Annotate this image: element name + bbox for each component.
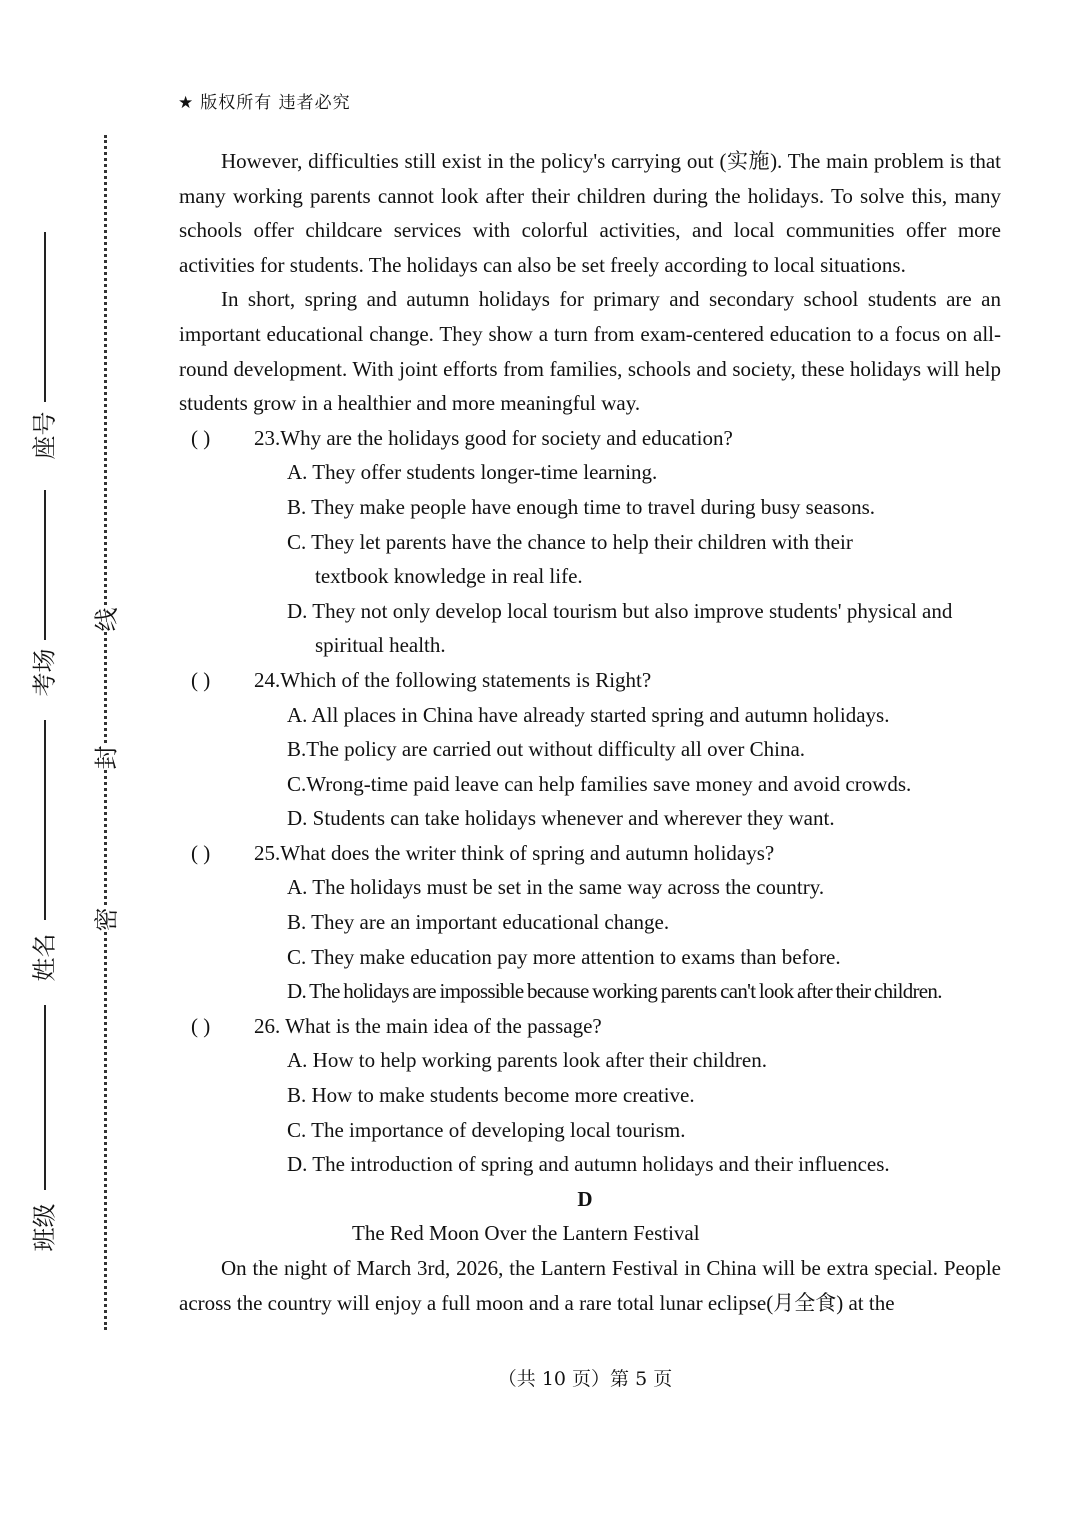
- seal-char-line: 线: [85, 608, 124, 632]
- answer-blank[interactable]: ( ): [191, 840, 211, 865]
- question-24: [179, 663, 1001, 836]
- question-stem: ( ) 26. What is the main idea of the passage?: [179, 1009, 1001, 1044]
- option-a: A. How to help working parents look after their children.: [287, 1048, 767, 1073]
- option-a: A. They offer students longer-time learning.: [287, 460, 658, 485]
- class-blank-line: [44, 1005, 46, 1190]
- question-23: [179, 421, 1001, 663]
- option-c: C. They make education pay more attention to exams than before.: [287, 944, 841, 969]
- copyright-text: 版权所有 违者必究: [200, 93, 351, 113]
- seal-char-secret: 密: [85, 908, 124, 932]
- option-b: B. They make people have enough time to travel during busy seasons.: [287, 494, 876, 519]
- option-c: C. The importance of developing local tourism.: [287, 1117, 686, 1142]
- question-25: [179, 836, 1001, 1009]
- option-c: C.Wrong-time paid leave can help families save money and avoid crowds.: [287, 771, 912, 796]
- answer-blank[interactable]: ( ): [191, 425, 211, 450]
- name-blank-line: [44, 720, 46, 920]
- option-d: D. They not only develop local tourism but also improve students' physical and spiritual health.: [287, 598, 953, 658]
- exam-room-label: 考场: [30, 648, 59, 697]
- seal-char-seal: 封: [85, 746, 124, 770]
- star-icon: ★: [178, 93, 195, 113]
- section-letter: D: [577, 1186, 593, 1211]
- seal-dotted-line: [104, 135, 107, 1330]
- passage-paragraph: However, difficulties still exist in the policy's carrying out (实施). The main problem is that many working parents cannot look after their children during the holidays. To solve this, many schools offer childcare services with colorful activities, and local communities offer more activities for students. The holidays can also be set freely according to local situations.: [179, 149, 1001, 277]
- story-paragraph: On the night of March 3rd, 2026, the Lantern Festival in China will be extra special. People across the country will enjoy a full moon and a rare total lunar eclipse(月全食) at the: [179, 1256, 1001, 1315]
- option-d: D. The holidays are impossible because working parents can't look after their children.: [287, 979, 942, 1004]
- option-a: A. All places in China have already started spring and autumn holidays.: [287, 702, 890, 727]
- question-stem: ( ) 24.Which of the following statements is Right?: [179, 663, 1001, 698]
- option-d: D. The introduction of spring and autumn holidays and their influences.: [287, 1152, 890, 1177]
- option-b: B.The policy are carried out without difficulty all over China.: [287, 737, 806, 762]
- seat-label: 座号: [30, 411, 59, 460]
- class-label: 班级: [30, 1203, 59, 1252]
- option-b: B. They are an important educational change.: [287, 910, 670, 935]
- name-label: 姓名: [30, 933, 59, 982]
- question-26: [179, 1009, 1001, 1182]
- answer-blank[interactable]: ( ): [191, 1013, 211, 1038]
- main-content: [179, 144, 1001, 1320]
- question-stem: ( ) 23.Why are the holidays good for society and education?: [179, 421, 1001, 456]
- option-a: A. The holidays must be set in the same way across the country.: [287, 875, 825, 900]
- seat-blank-line: [44, 232, 46, 402]
- passage-paragraph: In short, spring and autumn holidays for primary and secondary school students are an important educational change. They show a turn from exam-centered education to a focus on all-round development. With joint efforts from families, schools and society, these holidays will help students grow in a healthier and more meaningful way.: [179, 287, 1001, 416]
- question-stem: ( ) 25.What does the writer think of spring and autumn holidays?: [179, 836, 1001, 871]
- story-title: The Red Moon Over the Lantern Festival: [352, 1221, 700, 1246]
- answer-blank[interactable]: ( ): [191, 667, 211, 692]
- copyright-header: [178, 88, 351, 113]
- page-footer: （共 10 页）第 5 页: [497, 1368, 673, 1390]
- exam-room-blank-line: [44, 490, 46, 640]
- option-d: D. Students can take holidays whenever and wherever they want.: [287, 806, 835, 831]
- option-b: B. How to make students become more creative.: [287, 1083, 695, 1108]
- option-c: C. They let parents have the chance to help their children with their textbook knowledge in real life.: [287, 529, 853, 589]
